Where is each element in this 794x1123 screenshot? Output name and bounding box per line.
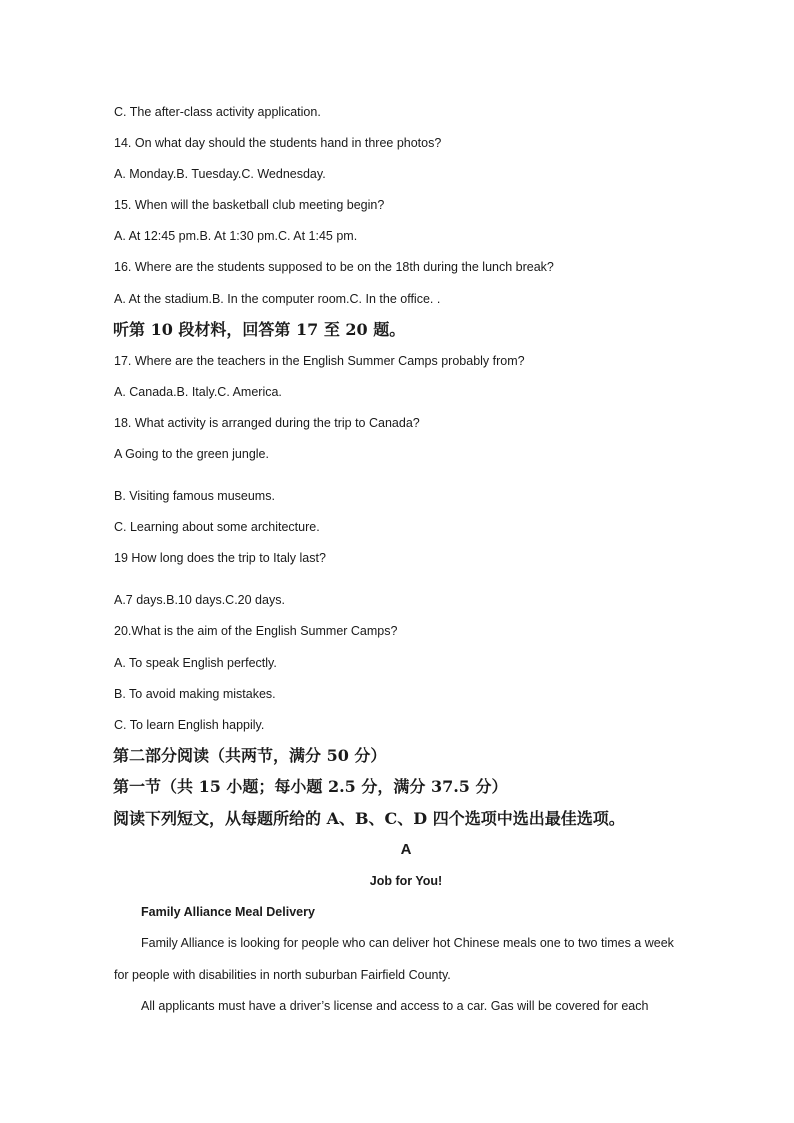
section-instruction-10: 听第 10 段材料，回答第 17 至 20 题。 (113, 320, 406, 339)
part-two-heading: 第二部分阅读（共两节，满分 50 分） (113, 746, 387, 765)
options-17: A. Canada.B. Italy.C. America. (114, 385, 282, 399)
options-15: A. At 12:45 pm.B. At 1:30 pm.C. At 1:45 pm. (114, 229, 358, 243)
options-16: A. At the stadium.B. In the computer room.C. In the office. . (114, 292, 441, 306)
paragraph-1-line-1: Family Alliance is looking for people who can deliver hot Chinese meals one to two times a week (141, 936, 674, 950)
question-18: 18. What activity is arranged during the trip to Canada? (114, 416, 420, 430)
question-20: 20.What is the aim of the English Summer Camps? (114, 624, 398, 638)
question-19: 19 How long does the trip to Italy last? (114, 551, 326, 565)
article-subheading: Family Alliance Meal Delivery (141, 905, 315, 919)
option-20c: C. To learn English happily. (114, 718, 265, 732)
options-14: A. Monday.B. Tuesday.C. Wednesday. (114, 167, 326, 181)
passage-letter: A (400, 841, 412, 858)
option-18a: A Going to the green jungle. (114, 447, 269, 461)
question-17: 17. Where are the teachers in the English Summer Camps probably from? (114, 354, 525, 368)
question-15: 15. When will the basketball club meeting begin? (114, 198, 385, 212)
option-line: C. The after-class activity application. (114, 105, 321, 119)
paragraph-2-line-1: All applicants must have a driver’s license and access to a car. Gas will be covered for each (141, 999, 649, 1013)
question-14: 14. On what day should the students hand in three photos? (114, 136, 442, 150)
option-20b: B. To avoid making mistakes. (114, 687, 276, 701)
option-18b: B. Visiting famous museums. (114, 489, 275, 503)
article-title: Job for You! (369, 874, 443, 888)
section-one-heading: 第一节（共 15 小题；每小题 2.5 分，满分 37.5 分） (113, 777, 508, 796)
reading-instruction: 阅读下列短文，从每题所给的 A、B、C、D 四个选项中选出最佳选项。 (113, 809, 625, 828)
option-20a: A. To speak English perfectly. (114, 656, 277, 670)
options-19: A.7 days.B.10 days.C.20 days. (114, 593, 285, 607)
question-16: 16. Where are the students supposed to be on the 18th during the lunch break? (114, 260, 554, 274)
paragraph-1-line-2: for people with disabilities in north suburban Fairfield County. (114, 968, 451, 982)
option-18c: C. Learning about some architecture. (114, 520, 320, 534)
